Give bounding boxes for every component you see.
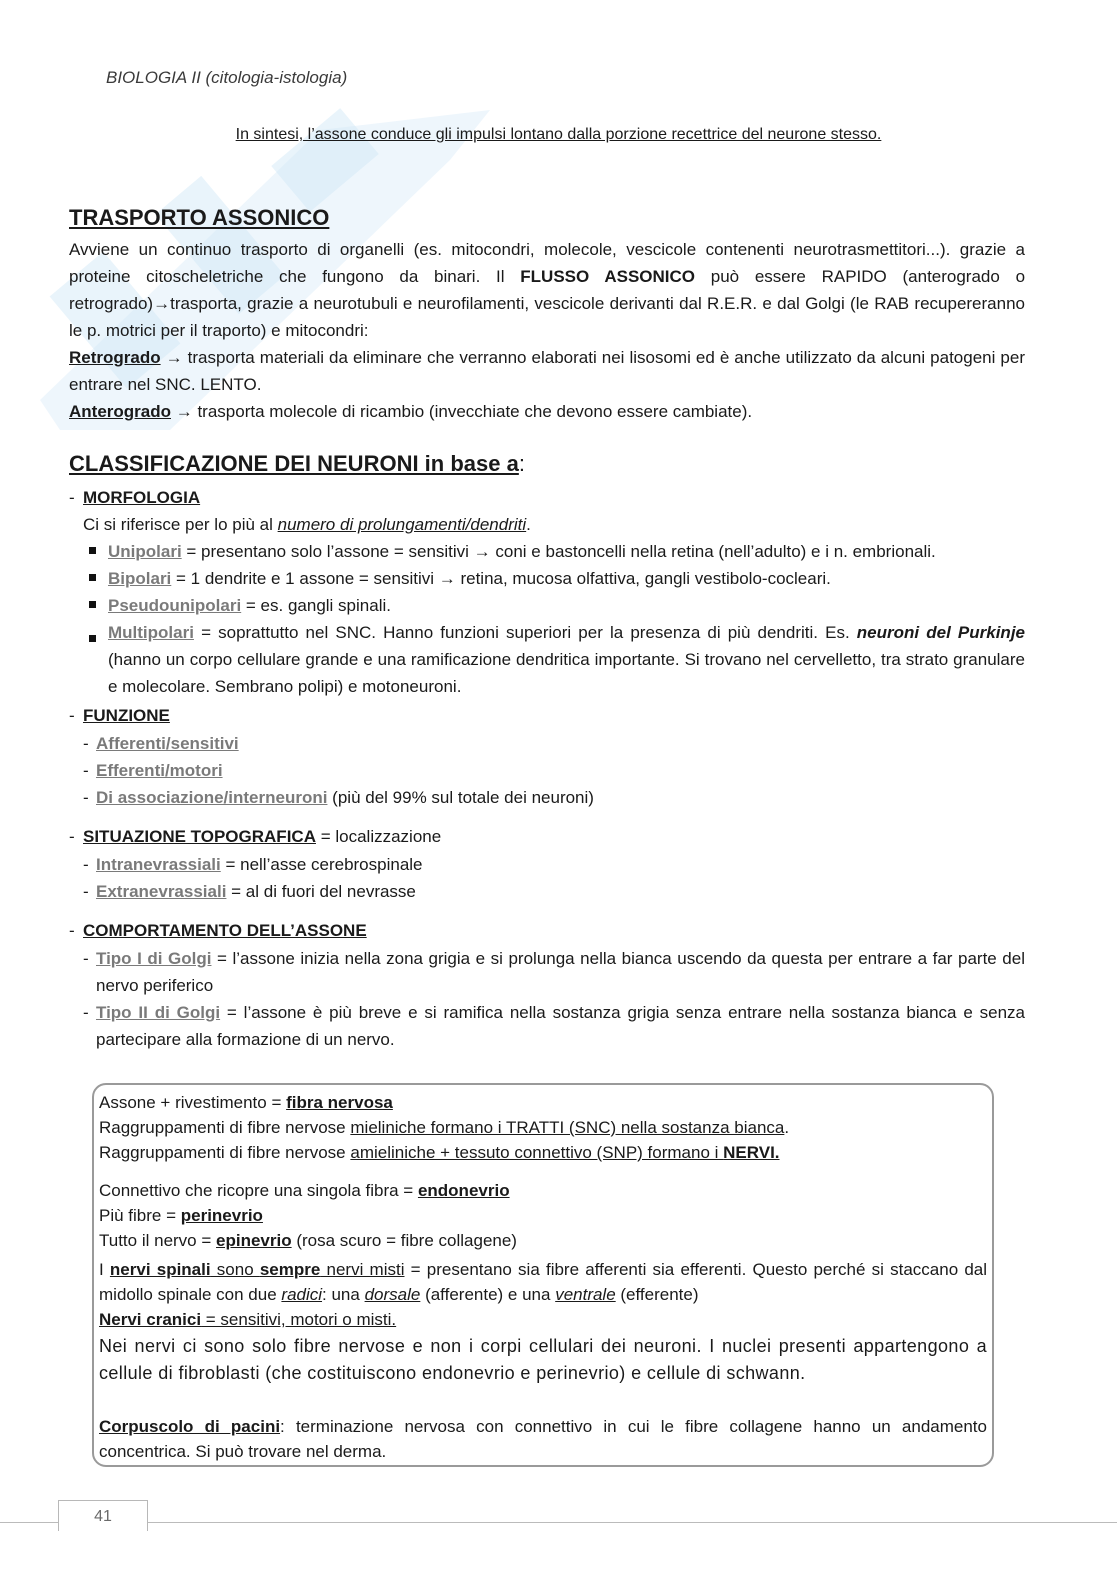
multipolari-text-b: (hanno un corpo cellulare grande e una ramificazione dendritica importante. Si trovano nel cervelletto, tra strato granulare e molecolare. Sembrano polipi) e motoneuroni. — [108, 650, 1025, 696]
box-text: . — [784, 1118, 790, 1137]
box-text: Raggruppamenti di fibre nervose — [99, 1118, 351, 1137]
funzione-label: FUNZIONE — [83, 706, 170, 725]
retrogrado-text: → trasporta materiali da eliminare che verranno elaborati nei lisosomi ed è anche utilizzato da alcuni patogeni per entrare nel SNC. LENTO. — [69, 348, 1025, 394]
list-item-bipolari — [89, 565, 831, 592]
sempre-term: sempre — [259, 1260, 321, 1279]
pseudounipolari-text: = es. gangli spinali. — [241, 596, 391, 615]
box-text: Assone + rivestimento = — [99, 1093, 287, 1112]
intro-sentence: In sintesi, l’assone conduce gli impulsi lontano dalla porzione recettrice del neurone stesso. — [235, 126, 882, 143]
box-text: Tutto il nervo = — [99, 1231, 217, 1250]
bipolari-text: = 1 dendrite e 1 assone = sensitivi → retina, mucosa olfattiva, gangli vestibolo-cocleari. — [171, 569, 831, 588]
list-item-multipolari — [108, 619, 1025, 700]
box-text-underlined: mieliniche formano i TRATTI (SNC) nella sostanza bianca — [350, 1118, 785, 1137]
box-line-epinevrio — [99, 1228, 987, 1253]
footer-rule — [0, 1522, 1117, 1523]
funzione-item: - FUNZIONE — [69, 706, 170, 725]
box-paragraph-nuclei: Nei nervi ci sono solo fibre nervose e non i corpi cellulari dei neuroni. I nuclei presenti appartengono a cellule di fibroblasti (che costituiscono endonevrio e perinevrio) e cellule di schwann. — [99, 1336, 987, 1383]
box-text: : una — [322, 1285, 365, 1304]
anterogrado-term: Anterogrado — [69, 402, 171, 421]
topografica-label: SITUAZIONE TOPOGRAFICA — [83, 827, 316, 846]
box-line-perinevrio — [99, 1203, 987, 1228]
endonevrio-term: endonevrio — [417, 1181, 510, 1200]
unipolari-term: Unipolari — [108, 542, 182, 561]
nervi-cranici-term: Nervi cranici — [99, 1310, 202, 1329]
purkinje-term: neuroni del Purkinje — [856, 623, 1025, 642]
topografica-label-text: = localizzazione — [315, 827, 442, 846]
morfologia-intro-em: numero di prolungamenti/dendriti — [277, 515, 527, 534]
box-paragraph-pacini — [99, 1414, 987, 1464]
box-text: Più fibre = — [99, 1206, 181, 1225]
trasporto-text-b: può essere RAPIDO (anterogrado o retrogrado)→trasporta, grazie a neurotubuli e neurofilamenti, vescicole derivanti dal R.E.R. e dal Golgi (le RAB recupereranno le p. motrici per il traporto) e mitocondri: — [69, 267, 1026, 340]
morfologia-intro-text: Ci si riferisce per lo più al — [83, 515, 278, 534]
nervi-spinali-term: nervi spinali — [109, 1260, 211, 1279]
bullet-square-icon — [89, 601, 96, 608]
perinevrio-term: perinevrio — [180, 1206, 263, 1225]
section-heading-classificazione — [69, 451, 525, 477]
comportamento-item: - COMPORTAMENTO DELL’ASSONE — [69, 921, 367, 940]
box-line-nervi-cranici — [99, 1307, 987, 1332]
morfologia-item: - MORFOLOGIA — [69, 488, 201, 507]
extranevrassiali-term: Extranevrassiali — [96, 882, 227, 901]
golgi-tipo-1-text: = l’assone inizia nella zona grigia e si prolunga nella bianca uscendo da questa per entrare a far parte del nervo periferico — [96, 949, 1025, 995]
ventrale-term: ventrale — [555, 1285, 616, 1304]
efferenti-term: Efferenti/motori — [96, 761, 223, 780]
box-line-fibra — [99, 1090, 987, 1115]
anterogrado-paragraph — [69, 398, 752, 425]
pseudounipolari-term: Pseudounipolari — [108, 596, 242, 615]
topografica-extra: - Extranevrassiali = al di fuori del nevrasse — [83, 882, 416, 901]
nervi-term: NERVI. — [723, 1143, 780, 1162]
bullet-square-icon — [89, 635, 96, 642]
intranevrassiali-text: = nell’asse cerebrospinale — [220, 855, 423, 874]
anterogrado-text: → trasporta molecole di ricambio (invecchiate che devono essere cambiate). — [171, 402, 753, 421]
golgi-tipo-2-text: = l’assone è più breve e si ramifica nella sostanza grigia senza entrare nella sostanza bianca e senza partecipare alla formazione di un nervo. — [96, 1003, 1025, 1049]
associazione-term: Di associazione/interneuroni — [96, 788, 328, 807]
page-number: 41 — [58, 1500, 148, 1531]
trasporto-text-a: Avviene un continuo trasporto di organelli (es. mitocondri, molecole, vescicole contenenti neurotrasmettitori...). grazie a proteine citoscheletriche che fungono da binari. Il — [69, 240, 1025, 286]
retrogrado-paragraph — [69, 344, 1025, 398]
box-text-underlined: nervi misti — [320, 1260, 405, 1279]
box-text-underlined: = sensitivi, motori o misti. — [201, 1310, 397, 1329]
box-text-underlined: sono — [210, 1260, 260, 1279]
morfologia-intro-end: . — [526, 515, 531, 534]
trasporto-paragraph — [69, 236, 1025, 344]
dorsale-term: dorsale — [364, 1285, 421, 1304]
box-text: (efferente) — [615, 1285, 699, 1304]
epinevrio-term: epinevrio — [216, 1231, 292, 1250]
bipolari-term: Bipolari — [108, 569, 172, 588]
list-item-pseudounipolari — [89, 592, 391, 619]
morfologia-intro — [83, 511, 531, 538]
section-heading-trasporto: TRASPORTO ASSONICO — [69, 205, 330, 230]
fibra-nervosa-term: fibra nervosa — [286, 1093, 393, 1112]
box-line-endonevrio — [99, 1178, 987, 1203]
funzione-afferenti: - Afferenti/sensitivi — [83, 734, 239, 753]
page-header-title: BIOLOGIA II (citologia-istologia) — [106, 68, 348, 87]
retrogrado-term: Retrogrado — [69, 348, 161, 367]
extranevrassiali-text: = al di fuori del nevrasse — [226, 882, 416, 901]
associazione-text: (più del 99% sul totale dei neuroni) — [327, 788, 594, 807]
golgi-tipo-2 — [96, 999, 1025, 1053]
box-text: I — [99, 1260, 110, 1279]
box-text: : terminazione nervosa con connettivo in cui le fibre collagene hanno un andamento concentrica. Si può trovare nel derma. — [99, 1417, 987, 1461]
morfologia-label: MORFOLOGIA — [83, 488, 201, 507]
box-paragraph-nervi-spinali — [99, 1257, 987, 1307]
box-line-tratti — [99, 1115, 987, 1140]
list-item-unipolari — [89, 538, 936, 565]
bullet-square-icon — [89, 547, 96, 554]
bullet-square-icon — [89, 574, 96, 581]
dash-marker: - — [83, 949, 89, 968]
box-line-nervi — [99, 1140, 987, 1165]
dash-marker: - — [83, 1003, 89, 1022]
flusso-assonico-term: FLUSSO ASSONICO — [520, 267, 696, 286]
box-text: (rosa scuro = fibre collagene) — [291, 1231, 517, 1250]
comportamento-label: COMPORTAMENTO DELL’ASSONE — [83, 921, 367, 940]
funzione-efferenti: - Efferenti/motori — [83, 761, 223, 780]
topografica-intra: - Intranevrassiali = nell’asse cerebrospinale — [83, 855, 423, 874]
multipolari-term: Multipolari — [108, 623, 194, 642]
box-text: Connettivo che ricopre una singola fibra = — [99, 1181, 418, 1200]
golgi-tipo-2-term: Tipo II di Golgi — [96, 1003, 221, 1022]
box-text: = presentano sia fibre afferenti sia efferenti. Questo perché si staccano dal midollo spinale con due — [99, 1260, 988, 1304]
classificazione-heading-colon: : — [518, 451, 525, 476]
box-text: Raggruppamenti di fibre nervose — [99, 1143, 351, 1162]
classificazione-heading-text: CLASSIFICAZIONE DEI NEURONI in base a — [69, 451, 519, 476]
intranevrassiali-term: Intranevrassiali — [96, 855, 221, 874]
golgi-tipo-1 — [96, 945, 1025, 999]
golgi-tipo-1-term: Tipo I di Golgi — [96, 949, 212, 968]
afferenti-term: Afferenti/sensitivi — [96, 734, 239, 753]
box-text-underlined: amieliniche + tessuto connettivo (SNP) formano i — [350, 1143, 724, 1162]
funzione-associazione: - Di associazione/interneuroni (più del 99% sul totale dei neuroni) — [83, 788, 594, 807]
multipolari-text-a: = soprattutto nel SNC. Hanno funzioni superiori per la presenza di più dendriti. Es. — [193, 623, 857, 642]
unipolari-text: = presentano solo l’assone = sensitivi → coni e bastoncelli nella retina (nell’adulto) e i n. embrionali. — [181, 542, 936, 561]
pacini-term: Corpuscolo di pacini — [99, 1417, 281, 1436]
topografica-item: - SITUAZIONE TOPOGRAFICA = localizzazione — [69, 827, 442, 846]
box-text: (afferente) e una — [420, 1285, 556, 1304]
radici-term: radici — [281, 1285, 323, 1304]
